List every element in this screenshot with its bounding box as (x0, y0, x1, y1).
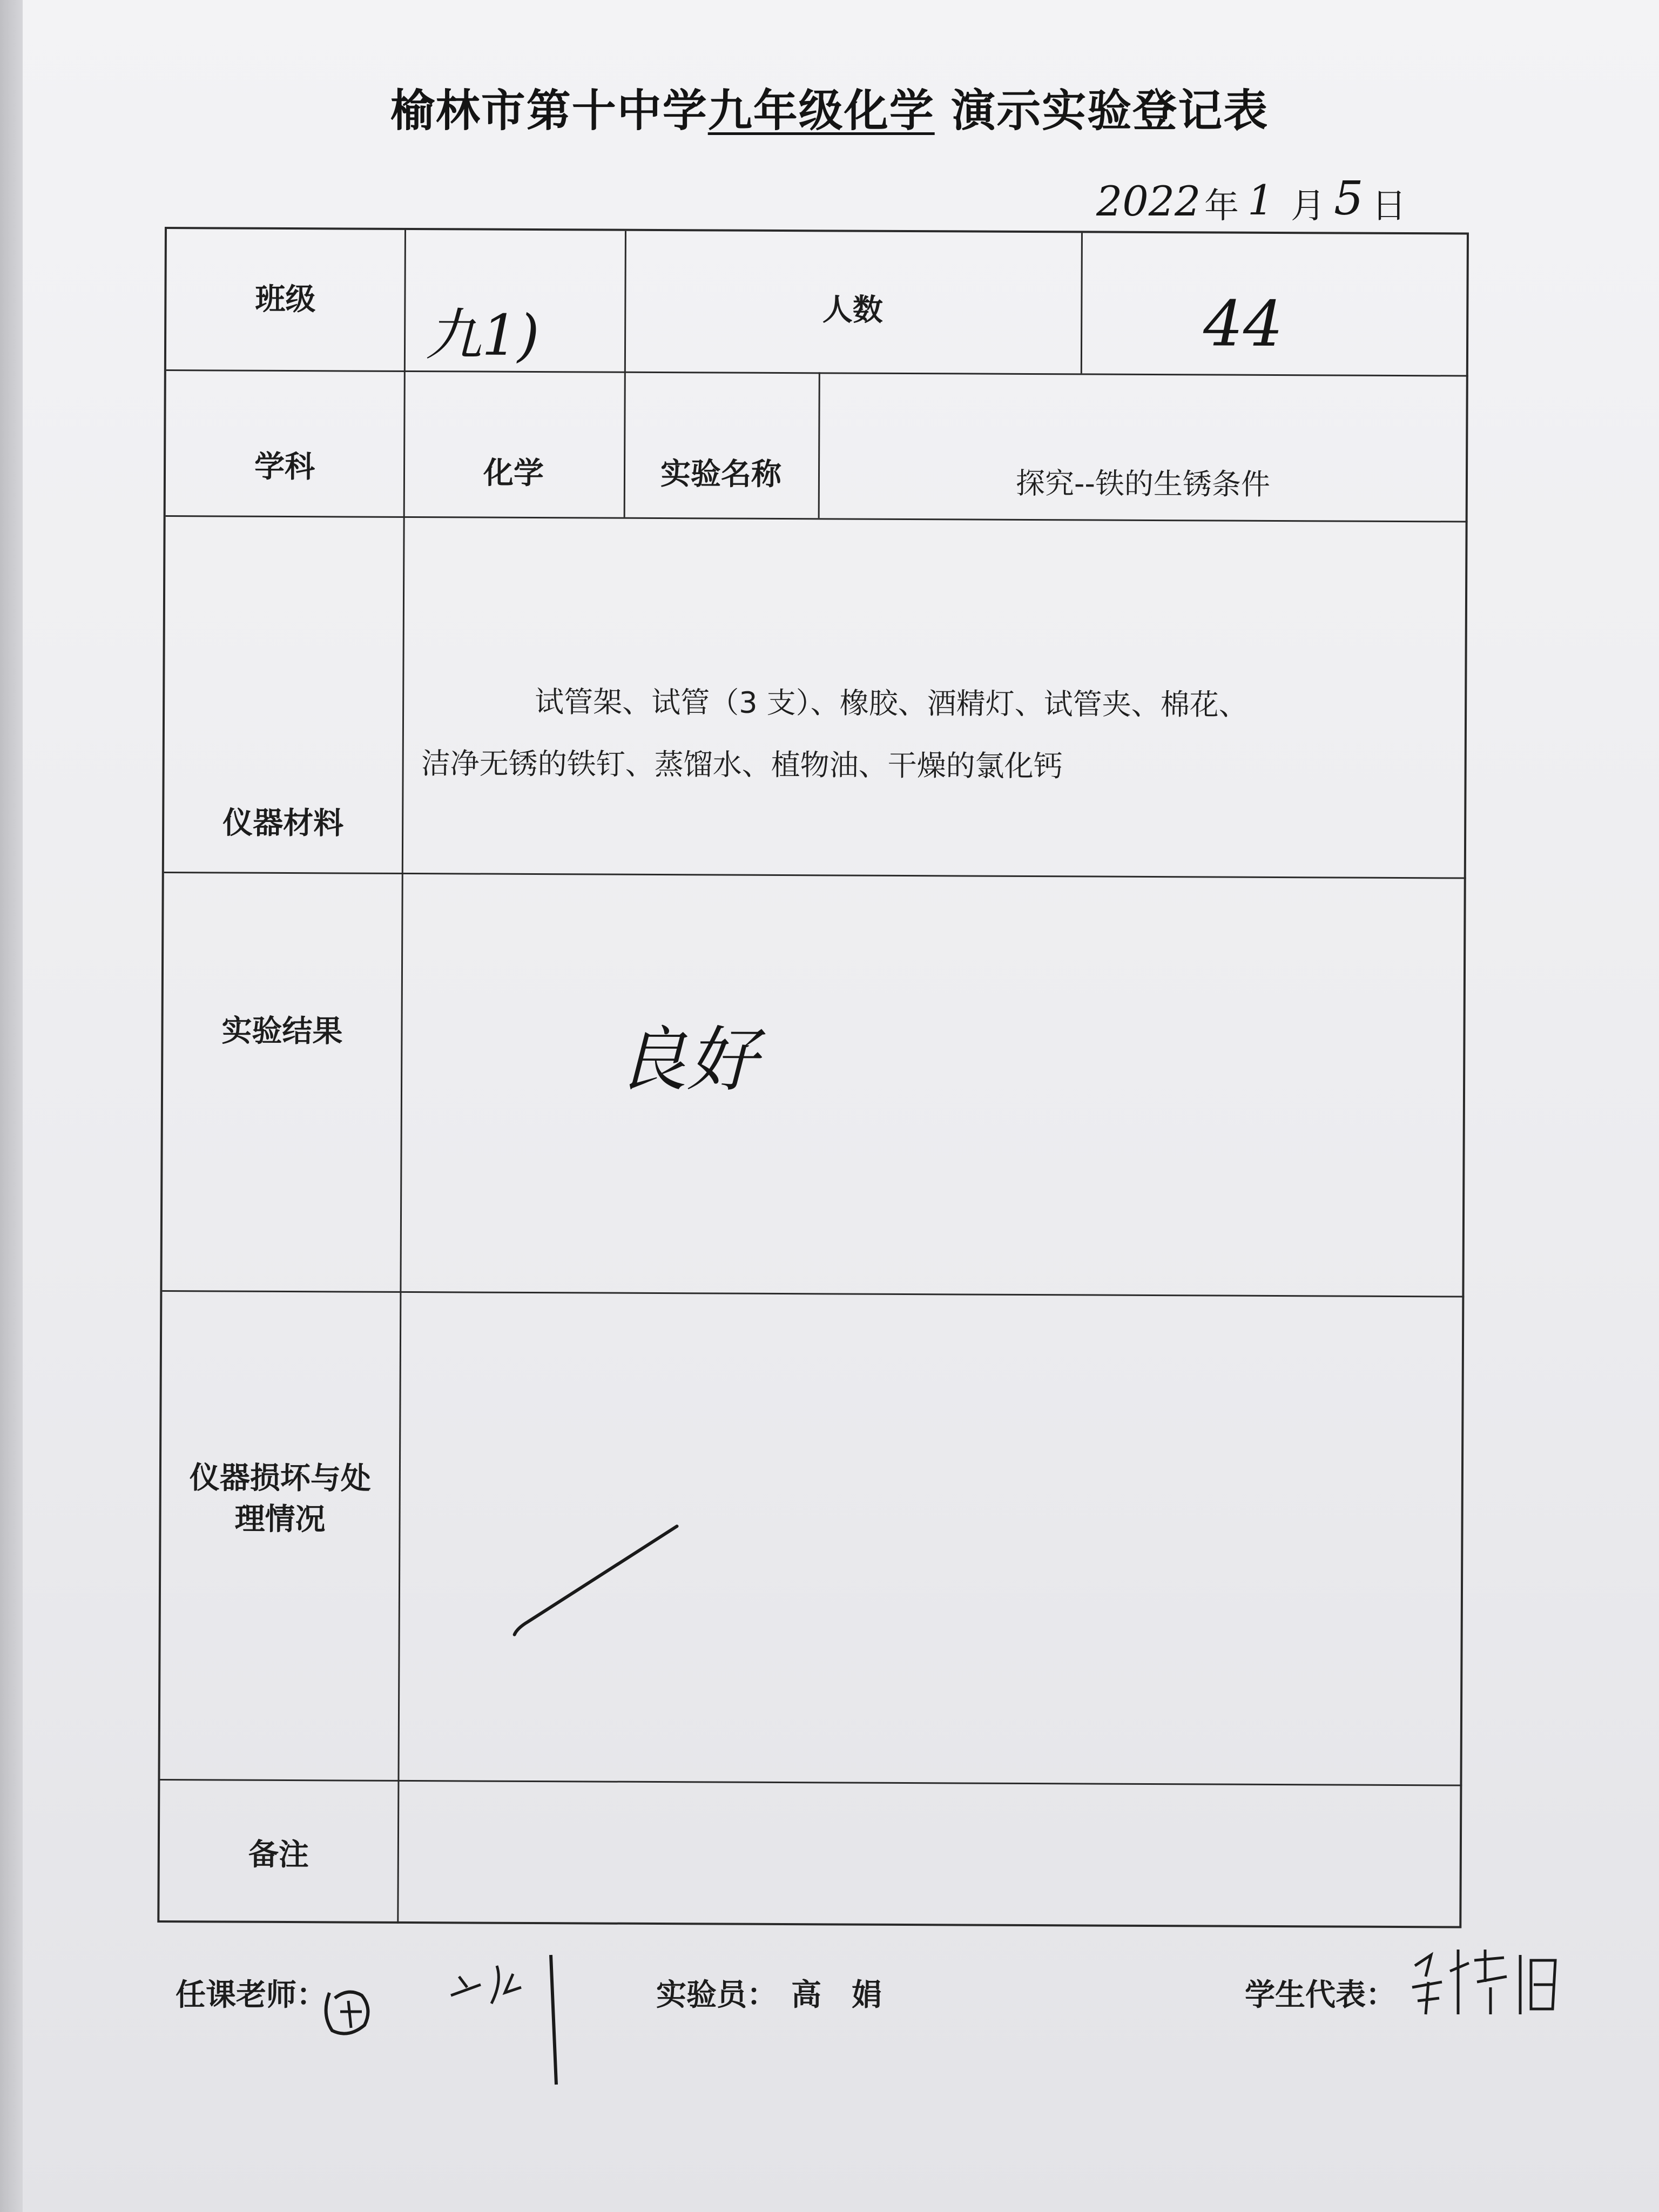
row-divider-1 (166, 369, 1468, 377)
student-rep-label: 学生代表： (1245, 1978, 1396, 2013)
title-prefix: 榆林市第十中学 (390, 85, 708, 137)
row-divider-3 (164, 872, 1466, 879)
subject-value: 化学 (483, 455, 544, 491)
row-divider-2 (166, 515, 1468, 523)
damage-slash-mark (512, 1521, 685, 1646)
paper-edge (0, 0, 23, 2212)
lab-assistant-label: 实验员： (656, 1978, 777, 2013)
result-value-handwritten: 良好 (616, 1018, 758, 1101)
class-label: 班级 (255, 281, 316, 318)
date-month-handwritten: 1 (1247, 176, 1274, 224)
materials-line-1: 试管架、试管（3 支）、橡胶、酒精灯、试管夹、棉花、 (535, 684, 1248, 722)
date-day-label: 日 (1372, 186, 1406, 226)
document-title (0, 76, 1659, 139)
form-table (157, 227, 1469, 1928)
row-divider-4 (162, 1290, 1464, 1298)
lab-assistant-name: 高 娟 (791, 1978, 882, 2013)
experiment-name-value: 探究--铁的生锈条件 (1015, 466, 1271, 502)
date-month-label: 月 (1291, 186, 1325, 226)
class-value-handwritten: 九1) (425, 302, 540, 369)
subject-label: 学科 (254, 449, 315, 485)
title-underlined: 九年级化学 (707, 85, 935, 137)
date-line (1096, 172, 1474, 231)
teacher-label: 任课老师： (176, 1978, 327, 2013)
date-day-handwritten: 5 (1334, 172, 1364, 226)
experiment-name-label: 实验名称 (660, 456, 782, 493)
col-divider-3 (1081, 233, 1083, 373)
date-year-handwritten: 2022 (1096, 177, 1201, 225)
notes-label: 备注 (248, 1837, 309, 1873)
teacher-signature (319, 1944, 599, 2095)
headcount-value-handwritten: 44 (1203, 287, 1284, 361)
title-suffix: 演示实验登记表 (934, 85, 1269, 137)
row-divider-5 (160, 1779, 1462, 1786)
headcount-label: 人数 (822, 292, 883, 328)
student-rep-signature (1404, 1939, 1566, 2025)
result-label: 实验结果 (221, 1013, 343, 1049)
materials-line-2: 洁净无锈的铁钉、蒸馏水、植物油、干燥的氯化钙 (421, 746, 1063, 784)
damage-label-line-2: 理情况 (234, 1501, 326, 1537)
damage-label-line-1: 仪器损坏与处 (189, 1460, 372, 1496)
damage-label (161, 1458, 399, 1540)
date-year-label: 年 (1204, 186, 1239, 226)
materials-label: 仪器材料 (222, 805, 344, 841)
